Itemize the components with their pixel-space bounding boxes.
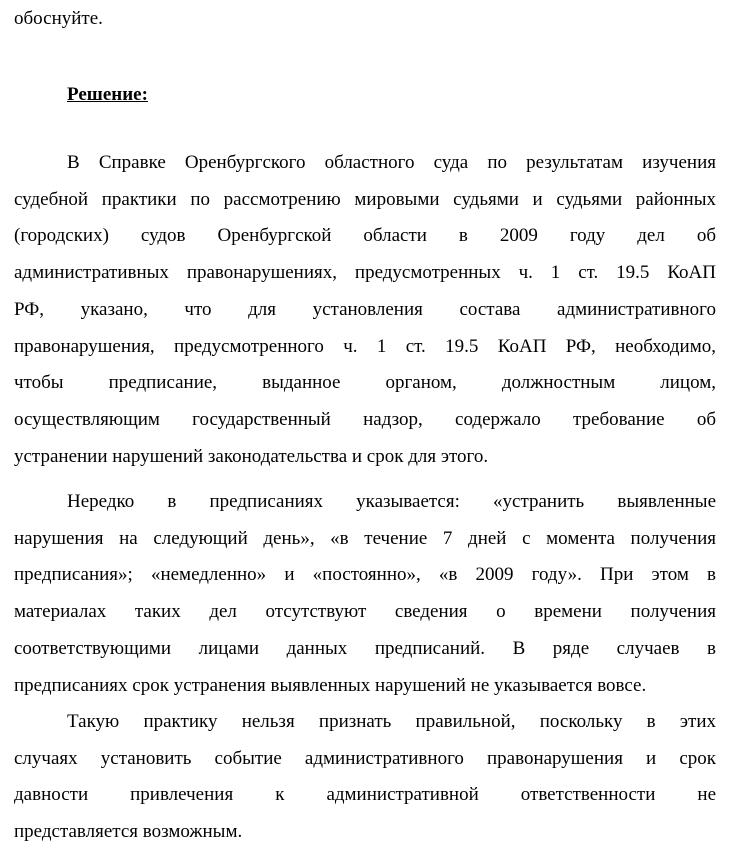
paragraph-line: соответствующими лицами данных предписаний. В ряде случаев в <box>14 637 716 659</box>
solution-heading: Решение: <box>67 84 148 105</box>
paragraph-line: В Справке Оренбургского областного суда по результатам изучения <box>67 152 716 173</box>
paragraph-2 <box>14 484 716 704</box>
paragraph-line: судебной практики по рассмотрению мировыми судьями и судьями районных <box>14 188 716 210</box>
paragraph-line: материалах таких дел отсутствуют сведения о времени получения <box>14 601 716 623</box>
paragraph-line: чтобы предписание, выданное органом, должностным лицом, <box>14 372 716 394</box>
paragraph-line: (городских) судов Оренбургской области в 2009 году дел об <box>14 225 716 247</box>
paragraph-line: РФ, указано, что для установления состава административного <box>14 298 716 320</box>
paragraph-line: правонарушения, предусмотренного ч. 1 ст. 19.5 КоАП РФ, необходимо, <box>14 335 716 357</box>
paragraph-line: Такую практику нельзя признать правильной, поскольку в этих <box>67 711 716 732</box>
paragraph-line: представляется возможным. <box>14 821 243 843</box>
paragraph-line: предписания»; «немедленно» и «постоянно», «в 2009 году». При этом в <box>14 564 716 586</box>
paragraph-line: нарушения на следующий день», «в течение 7 дней с момента получения <box>14 527 716 549</box>
paragraph-1 <box>14 145 716 475</box>
top-fragment-text: обоснуйте. <box>14 8 103 29</box>
paragraph-line: предписаниях срок устранения выявленных нарушений не указывается вовсе. <box>14 674 647 696</box>
paragraph-3 <box>14 704 716 851</box>
paragraph-line: административных правонарушениях, предусмотренных ч. 1 ст. 19.5 КоАП <box>14 262 716 284</box>
paragraph-line: осуществляющим государственный надзор, содержало требование об <box>14 408 716 430</box>
paragraph-line: Нередко в предписаниях указывается: «устранить выявленные <box>67 491 716 512</box>
paragraph-line: случаях установить событие административного правонарушения и срок <box>14 747 716 769</box>
paragraph-line: давности привлечения к административной ответственности не <box>14 784 716 806</box>
paragraph-line: устранении нарушений законодательства и срок для этого. <box>14 445 489 467</box>
